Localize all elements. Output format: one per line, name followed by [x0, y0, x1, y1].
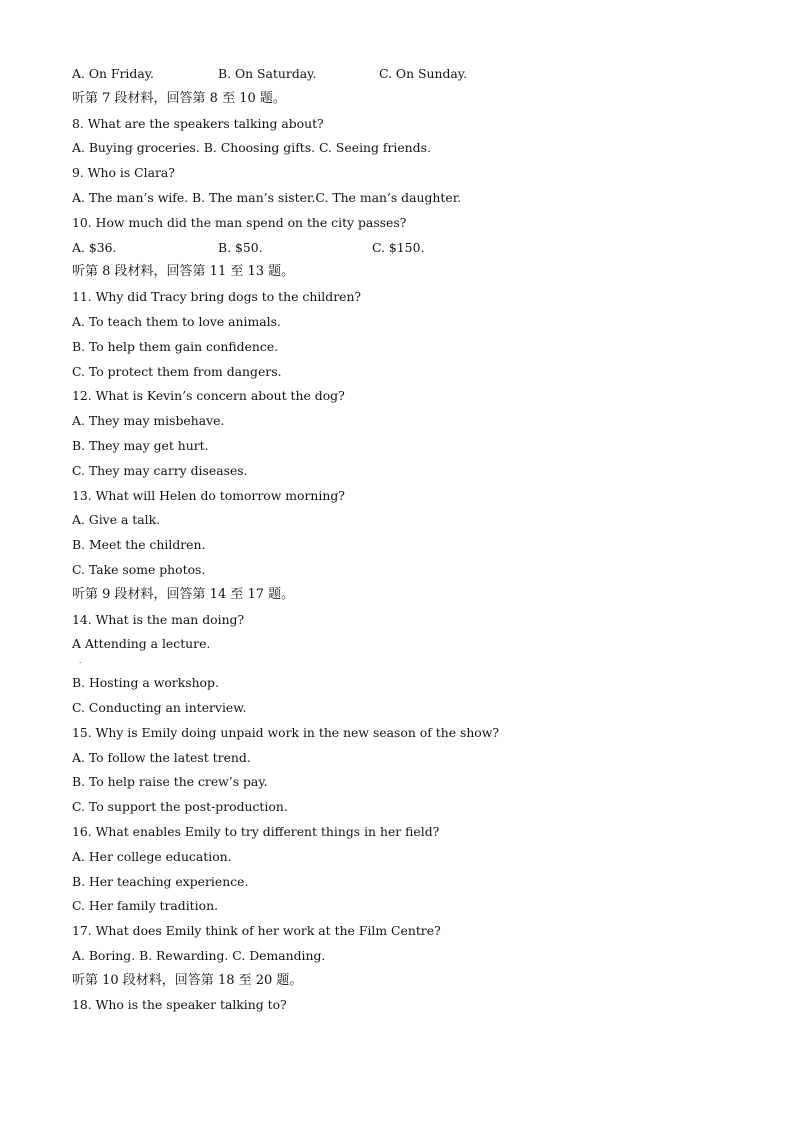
text-line: 13. What will Helen do tomorrow morning? [72, 487, 345, 503]
section-heading: 听第 7 段材料，回答第 8 至 10 题。 [72, 90, 286, 106]
text-line: 14. What is the man doing? [72, 611, 245, 627]
text-line: B. Meet the children. [72, 537, 206, 553]
text-line: 8. What are the speakers talking about? [72, 115, 324, 131]
text-line: C. Take some photos. [72, 561, 206, 577]
text-line: B. To help them gain confidence. [72, 338, 279, 354]
text-line: A. They may misbehave. [72, 413, 225, 429]
answer-option: C. On Sunday. [379, 66, 468, 81]
text-line: C. They may carry diseases. [72, 462, 248, 478]
text-line: C. Conducting an interview. [72, 699, 247, 715]
answer-options-row [72, 62, 754, 87]
text-line: 17. What does Emily think of her work at the Film Centre? [72, 923, 441, 939]
text-line: B. To help raise the crew’s pay. [72, 774, 268, 790]
text-line: 9. Who is Clara? [72, 165, 175, 181]
text-line: C. To support the post-production. [72, 799, 288, 815]
text-line: B. Her teaching experience. [72, 873, 249, 889]
text-line: 12. What is Kevin’s concern about the dog? [72, 388, 345, 404]
text-line: A Attending a lecture. [72, 636, 211, 652]
text-line: A. The man’s wife. B. The man’s sister.C. The man’s daughter. [72, 189, 462, 205]
answer-option: B. $50. [218, 239, 263, 255]
section-heading: 听第 10 段材料，回答第 18 至 20 题。 [72, 972, 303, 988]
text-line: A. Her college education. [72, 848, 232, 864]
text-line: 10. How much did the man spend on the city passes? [72, 214, 407, 230]
text-line: A. To follow the latest trend. [72, 749, 251, 765]
answer-option: A. On Friday. [72, 66, 154, 81]
text-line: 16. What enables Emily to try different things in her field? [72, 823, 440, 839]
answer-option: C. $150. [372, 239, 425, 255]
text-line: B. Hosting a workshop. [72, 675, 219, 691]
section-heading: 听第 8 段材料，回答第 11 至 13 题。 [72, 264, 295, 280]
text-line: A. Boring. B. Rewarding. C. Demanding. [72, 947, 326, 963]
text-line: B. They may get hurt. [72, 437, 209, 453]
stray-mark [72, 657, 754, 671]
answer-options-row [72, 236, 754, 261]
text-line: C. To protect them from dangers. [72, 363, 282, 379]
text-line: C. Her family tradition. [72, 898, 219, 914]
answer-option: A. $36. [72, 239, 117, 255]
stray-dot: . [79, 657, 82, 666]
text-line: A. To teach them to love animals. [72, 313, 281, 329]
text-line: 18. Who is the speaker talking to? [72, 997, 287, 1013]
text-line: A. Give a talk. [72, 512, 161, 528]
text-line: A. Buying groceries. B. Choosing gifts. C. Seeing friends. [72, 140, 431, 156]
text-line: 11. Why did Tracy bring dogs to the children? [72, 289, 362, 305]
answer-option: B. On Saturday. [218, 66, 317, 81]
text-line: 15. Why is Emily doing unpaid work in the new season of the show? [72, 724, 500, 740]
section-heading: 听第 9 段材料，回答第 14 至 17 题。 [72, 586, 295, 602]
exam-page [72, 62, 754, 1018]
